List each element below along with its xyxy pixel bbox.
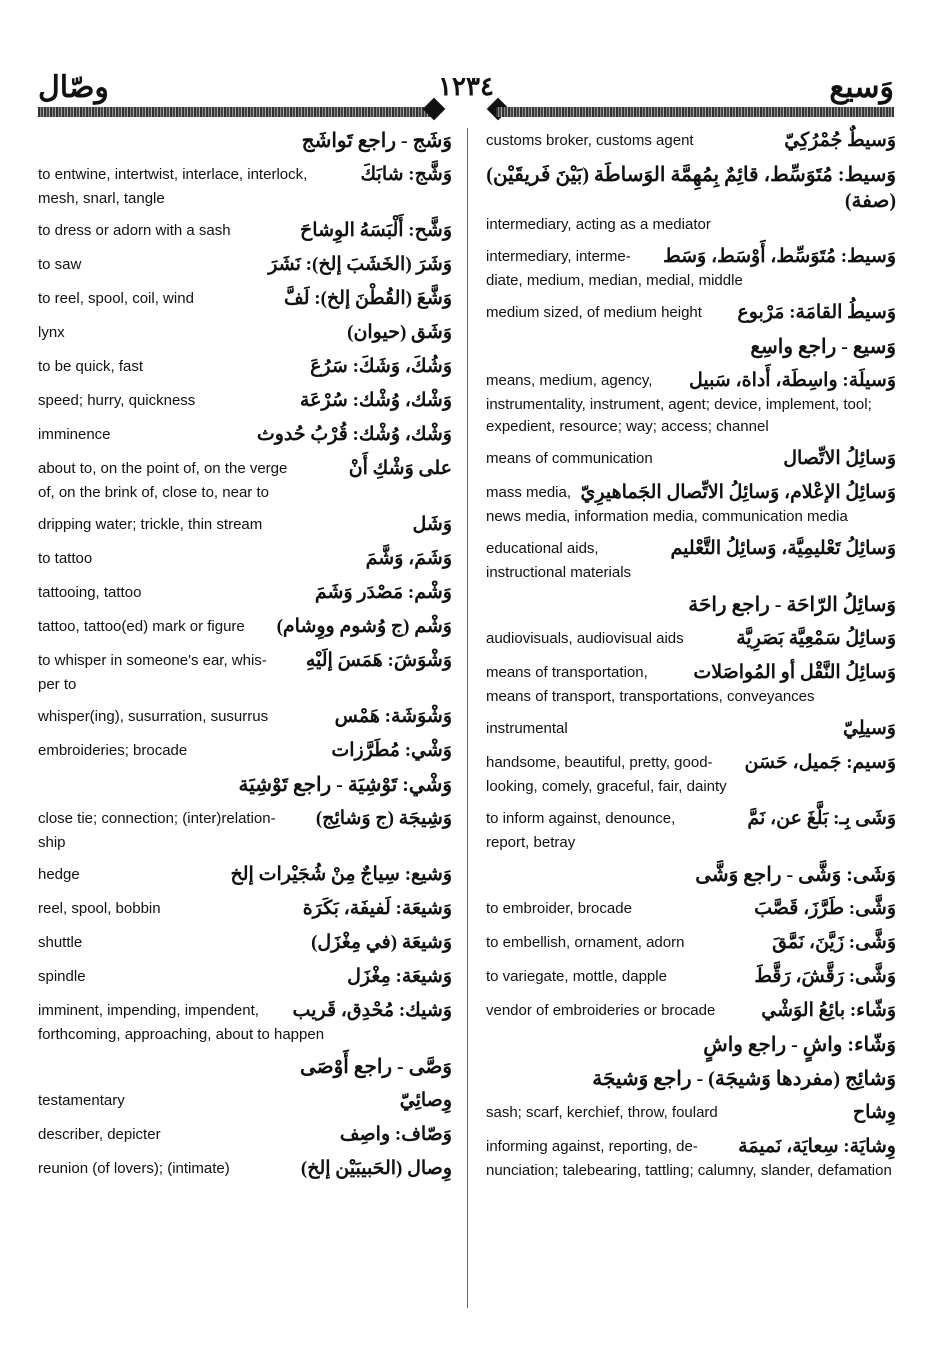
english-definition: to entwine, intertwist, interlace, interlock, bbox=[38, 166, 308, 183]
english-definition-continued: nunciation; talebearing, tattling; calumny, slander, defamation bbox=[486, 1162, 892, 1179]
english-definition-continued: means of transport, transportations, conveyances bbox=[486, 688, 815, 705]
english-definition: means of transportation, bbox=[486, 664, 648, 681]
english-definition: medium sized, of medium height bbox=[486, 304, 702, 321]
arabic-headword: وَشَّح: أَلْبَسَهُ الوِشاحَ bbox=[300, 220, 452, 241]
arabic-headword: وَشَّى: رَقَّشَ، رَقَّطَ bbox=[754, 966, 896, 987]
dictionary-entry bbox=[38, 354, 452, 380]
dictionary-entry bbox=[486, 930, 896, 956]
english-definition-continued: report, betray bbox=[486, 834, 576, 851]
dictionary-entry bbox=[38, 806, 452, 854]
english-definition: tattooing, tattoo bbox=[38, 584, 142, 601]
arabic-headword: وَسائِلُ النَّقْل أو المُواصَلات bbox=[693, 662, 896, 683]
dictionary-entry bbox=[38, 896, 452, 922]
arabic-headword: وَسيطٌ جُمْرُكِيّ bbox=[784, 130, 896, 151]
dictionary-entry bbox=[486, 244, 896, 292]
arabic-headword: وَسائِلُ الاتِّصال bbox=[783, 448, 896, 469]
english-definition-continued: intermediary, acting as a mediator bbox=[486, 216, 711, 233]
dictionary-entry bbox=[38, 930, 452, 956]
english-definition: describer, depicter bbox=[38, 1126, 161, 1143]
english-definition: to inform against, denounce, bbox=[486, 810, 676, 827]
english-definition: means, medium, agency, bbox=[486, 372, 653, 389]
english-definition: to be quick, fast bbox=[38, 358, 144, 375]
dictionary-entry bbox=[486, 592, 896, 618]
arabic-headword: وَشْك، وُشْك: قُرْبُ حُدوث bbox=[256, 424, 452, 445]
english-definition: customs broker, customs agent bbox=[486, 132, 694, 149]
arabic-headword: وَسيلِيّ bbox=[843, 718, 896, 739]
english-definition: educational aids, bbox=[486, 540, 599, 557]
arabic-headword: وَسائِلُ سَمْعِيَّة بَصَرِيَّة bbox=[736, 628, 896, 649]
english-definition-continued: instrumentality, instrument, agent; device, implement, tool; expedient, resource; way; access; channel bbox=[486, 396, 872, 435]
english-definition: to saw bbox=[38, 256, 82, 273]
dictionary-entry bbox=[486, 896, 896, 922]
dictionary-entry bbox=[486, 1134, 896, 1182]
dictionary-entry bbox=[486, 162, 896, 236]
dictionary-entry bbox=[486, 1100, 896, 1126]
arabic-headword: وَشَرَ (الخَشَبَ إلخ): نَشَرَ bbox=[268, 254, 452, 275]
page-number: ١٢٣٤ bbox=[438, 72, 494, 101]
arabic-headword: وَشائِج (مفردها وَشيجَة) - راجع وَشيجَة bbox=[592, 1068, 896, 1090]
arabic-headword: وَشّاء: واشٍ - راجع واشٍ bbox=[703, 1034, 896, 1056]
arabic-headword: وَسيم: جَميل، حَسَن bbox=[744, 752, 896, 773]
english-definition-continued: forthcoming, approaching, about to happen bbox=[38, 1026, 325, 1043]
dictionary-entry bbox=[486, 806, 896, 854]
arabic-headword: وَشَج - راجع تَواشَج bbox=[301, 130, 452, 152]
english-definition: lynx bbox=[38, 324, 65, 341]
english-definition: mass media, bbox=[486, 484, 572, 501]
arabic-headword: وَشيعَة: مِغْزَل bbox=[347, 966, 452, 987]
english-definition: sash; scarf, kerchief, throw, foulard bbox=[486, 1104, 718, 1121]
arabic-headword: وَصَّى - راجع أَوْصَى bbox=[299, 1056, 452, 1078]
dictionary-entry bbox=[38, 456, 452, 504]
arabic-headword: وِشايَة: سِعايَة، نَميمَة bbox=[738, 1136, 896, 1157]
arabic-headword: وَشَى بِـ: بَلَّغَ عن، نَمَّ bbox=[747, 808, 896, 829]
dictionary-entry bbox=[486, 660, 896, 708]
dictionary-entry bbox=[38, 862, 452, 888]
dictionary-entry bbox=[38, 1054, 452, 1080]
arabic-headword: وَسيط: مُتَوَسِّط، قائِمٌ بِمُهِمَّة الوَساطَة (بَيْنَ فَريقَيْن) (صفة) bbox=[486, 164, 896, 212]
english-definition-continued: diate, medium, median, medial, middle bbox=[486, 272, 743, 289]
arabic-headword: وَشْوَشَ: هَمَسَ إلَيْهِ bbox=[305, 650, 452, 671]
arabic-headword: وَشِيجَة (ج وَشائِج) bbox=[315, 808, 452, 829]
english-definition-continued: ship bbox=[38, 834, 66, 851]
dictionary-entry bbox=[38, 320, 452, 346]
dictionary-entry bbox=[38, 614, 452, 640]
dictionary-entry bbox=[486, 964, 896, 990]
english-definition-continued: news media, information media, communication media bbox=[486, 508, 848, 525]
arabic-headword: وَسائِلُ تَعْليمِيَّة، وَسائِلُ التَّعْليم bbox=[670, 538, 896, 559]
english-definition: shuttle bbox=[38, 934, 83, 951]
arabic-headword: وَشْك، وُشْك: سُرْعَة bbox=[299, 390, 452, 411]
dictionary-entry bbox=[486, 626, 896, 652]
arabic-headword: وَسيطُ القامَة: مَرْبوع bbox=[737, 302, 896, 323]
arabic-headword: وَشَّعَ (القُطْنَ إلخ): لَفَّ bbox=[284, 288, 452, 309]
dictionary-entry bbox=[486, 128, 896, 154]
english-definition: to whisper in someone's ear, whis- bbox=[38, 652, 267, 669]
dictionary-entry bbox=[486, 998, 896, 1024]
dictionary-entry bbox=[38, 388, 452, 414]
left-column bbox=[38, 128, 452, 1190]
arabic-headword: وَشْوَشَة: هَمْس bbox=[334, 706, 452, 727]
dictionary-entry bbox=[38, 580, 452, 606]
arabic-headword: وَشَى: وَشَّى - راجع وَشَّى bbox=[695, 864, 896, 886]
dictionary-entry bbox=[38, 252, 452, 278]
dictionary-entry bbox=[486, 446, 896, 472]
dictionary-entry bbox=[38, 1156, 452, 1182]
dictionary-entry bbox=[486, 1066, 896, 1092]
english-definition: about to, on the point of, on the verge bbox=[38, 460, 288, 477]
arabic-headword: على وَشْكِ أَنْ bbox=[348, 458, 452, 479]
dictionary-entry bbox=[38, 964, 452, 990]
english-definition: vendor of embroideries or brocade bbox=[486, 1002, 716, 1019]
dictionary-entry bbox=[486, 862, 896, 888]
dictionary-entry bbox=[38, 512, 452, 538]
dictionary-entry bbox=[38, 286, 452, 312]
arabic-headword: وَشَق (حيوان) bbox=[347, 322, 452, 343]
english-definition-continued: of, on the brink of, close to, near to bbox=[38, 484, 269, 501]
arabic-headword: وَشَمَ، وَشَّمَ bbox=[365, 548, 452, 569]
dictionary-entry bbox=[486, 750, 896, 798]
dictionary-entry bbox=[38, 704, 452, 730]
dictionary-entry bbox=[38, 772, 452, 798]
english-definition: to variegate, mottle, dapple bbox=[486, 968, 667, 985]
english-definition-continued: per to bbox=[38, 676, 77, 693]
arabic-headword: وَشَّى: طَرَّزَ، قَصَّبَ bbox=[754, 898, 896, 919]
arabic-headword: وَشْي: مُطَرَّزات bbox=[331, 740, 452, 761]
english-definition: tattoo, tattoo(ed) mark or figure bbox=[38, 618, 245, 635]
english-definition: reel, spool, bobbin bbox=[38, 900, 161, 917]
arabic-headword: وِصال (الحَبيبَيْن إلخ) bbox=[300, 1158, 452, 1179]
dictionary-entry bbox=[38, 1122, 452, 1148]
english-definition-continued: looking, comely, graceful, fair, dainty bbox=[486, 778, 727, 795]
arabic-headword: وِشاح bbox=[852, 1102, 896, 1123]
english-definition: to reel, spool, coil, wind bbox=[38, 290, 194, 307]
arabic-headword: وَسيع - راجع واسِع bbox=[750, 336, 896, 358]
english-definition: means of communication bbox=[486, 450, 653, 467]
english-definition: audiovisuals, audiovisual aids bbox=[486, 630, 684, 647]
arabic-headword: وِصائِيّ bbox=[399, 1090, 452, 1111]
english-definition: reunion (of lovers); (intimate) bbox=[38, 1160, 230, 1177]
running-head-right: وَسيع bbox=[829, 71, 894, 104]
dictionary-entry bbox=[486, 716, 896, 742]
dictionary-entry bbox=[38, 998, 452, 1046]
english-definition: to embellish, ornament, adorn bbox=[486, 934, 685, 951]
arabic-headword: وَسيط: مُتَوَسِّط، أَوْسَط، وَسَط bbox=[663, 246, 896, 267]
english-definition: close tie; connection; (inter)relation- bbox=[38, 810, 276, 827]
english-definition: dripping water; trickle, thin stream bbox=[38, 516, 263, 533]
english-definition: spindle bbox=[38, 968, 86, 985]
dictionary-entry bbox=[38, 1088, 452, 1114]
dictionary-entry bbox=[486, 536, 896, 584]
english-definition-continued: instructional materials bbox=[486, 564, 632, 581]
dictionary-entry bbox=[486, 368, 896, 438]
english-definition: hedge bbox=[38, 866, 80, 883]
arabic-headword: وَشْم (ج وُشوم ووِشام) bbox=[276, 616, 452, 637]
english-definition: to dress or adorn with a sash bbox=[38, 222, 231, 239]
arabic-headword: وَشيع: سِياجٌ مِنْ شُجَيْرات إلخ bbox=[230, 864, 452, 885]
dictionary-entry bbox=[38, 128, 452, 154]
column-divider bbox=[467, 128, 468, 1308]
arabic-headword: وَسيلَة: واسِطَة، أَداة، سَبيل bbox=[688, 370, 896, 391]
arabic-headword: وَشُكَ، وَشَكَ: سَرُعَ bbox=[310, 356, 452, 377]
dictionary-entry bbox=[486, 300, 896, 326]
arabic-headword: وَصّاف: واصِف bbox=[339, 1124, 452, 1145]
right-column bbox=[486, 128, 896, 1190]
english-definition: to embroider, brocade bbox=[486, 900, 632, 917]
english-definition: whisper(ing), susurration, susurrus bbox=[38, 708, 269, 725]
english-definition-continued: mesh, snarl, tangle bbox=[38, 190, 165, 207]
dictionary-entry bbox=[38, 162, 452, 210]
header-rule-left bbox=[38, 107, 436, 117]
arabic-headword: وَشَل bbox=[412, 514, 452, 535]
arabic-headword: وَشيك: مُحْدِق، قَريب bbox=[292, 1000, 452, 1021]
english-definition: speed; hurry, quickness bbox=[38, 392, 196, 409]
arabic-headword: وَسائِلُ الرّاحَة - راجع راحَة bbox=[688, 594, 896, 616]
english-definition: embroideries; brocade bbox=[38, 742, 188, 759]
arabic-headword: وَشَّى: زَيَّنَ، نَمَّقَ bbox=[772, 932, 896, 953]
english-definition: handsome, beautiful, pretty, good- bbox=[486, 754, 713, 771]
arabic-headword: وَشْم: مَصْدَر وَشَمَ bbox=[314, 582, 452, 603]
english-definition: to tattoo bbox=[38, 550, 93, 567]
dictionary-entry bbox=[486, 1032, 896, 1058]
dictionary-entry bbox=[486, 480, 896, 528]
arabic-headword: وَشيعَة: لَفيفَة، بَكَرَة bbox=[302, 898, 452, 919]
dictionary-entry bbox=[38, 738, 452, 764]
english-definition: testamentary bbox=[38, 1092, 125, 1109]
arabic-headword: وَشْي: تَوْشِيَة - راجع تَوْشِيَة bbox=[238, 774, 452, 796]
arabic-headword: وَشيعَة (في مِغْزَل) bbox=[311, 932, 452, 953]
english-definition: instrumental bbox=[486, 720, 568, 737]
dictionary-entry bbox=[486, 334, 896, 360]
dictionary-entry bbox=[38, 422, 452, 448]
english-definition: intermediary, interme- bbox=[486, 248, 631, 265]
dictionary-entry bbox=[38, 218, 452, 244]
english-definition: informing against, reporting, de- bbox=[486, 1138, 698, 1155]
arabic-headword: وَسائِلُ الإعْلام، وَسائِلُ الاتِّصال الجَماهيرِيّ bbox=[580, 482, 896, 503]
header-rule-right bbox=[496, 107, 894, 117]
english-definition: imminent, impending, impendent, bbox=[38, 1002, 259, 1019]
english-definition: imminence bbox=[38, 426, 111, 443]
arabic-headword: وَشّاء: بائِعُ الوَشْي bbox=[761, 1000, 896, 1021]
arabic-headword: وَشَّج: شابَكَ bbox=[360, 164, 452, 185]
dictionary-entry bbox=[38, 546, 452, 572]
dictionary-entry bbox=[38, 648, 452, 696]
running-head-left: وصّال bbox=[38, 71, 109, 104]
